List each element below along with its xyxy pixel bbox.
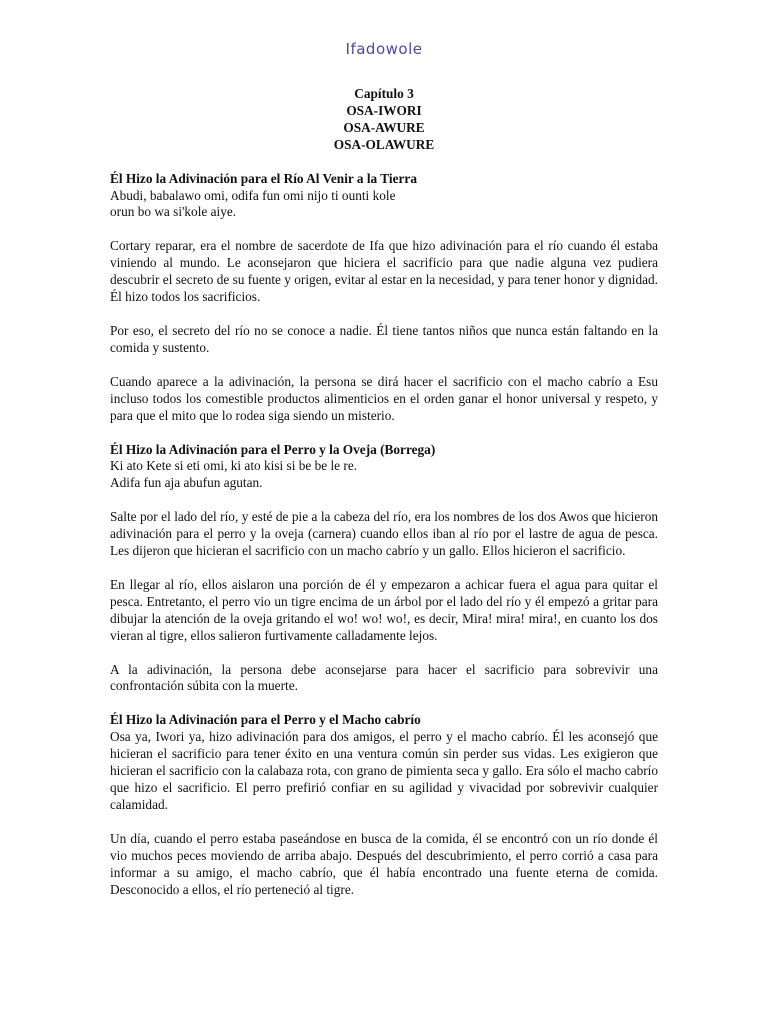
paragraph: Cuando aparece a la adivinación, la persona se dirá hacer el sacrificio con el macho cabrío a Esu incluso todos los comestible productos alimenticios en el orden ganar el honor universal y respeto, y para que el mito que lo rodea siga siendo un misterio. xyxy=(110,373,658,423)
document-body xyxy=(110,86,658,915)
site-name-header: Ifadowole xyxy=(345,40,423,58)
verse-line: Abudi, babalawo omi, odifa fun omi nijo ti ounti kole xyxy=(110,187,396,203)
section-heading: Él Hizo la Adivinación para el Río Al Venir a la Tierra xyxy=(110,170,417,186)
section-heading: Él Hizo la Adivinación para el Perro y el Macho cabrío xyxy=(110,712,421,728)
odu-name: OSA-OLAWURE xyxy=(333,136,435,152)
paragraph: Salte por el lado del río, y esté de pie a la cabeza del río, era los nombres de los dos Awos que hicieron adivinación para el perro y la oveja (carnera) cuando ellos iban al río por el lastre de agua de pesca. Les dijeron que hicieran el sacrificio con un macho cabrío y un gallo. Ellos hicieron el sacrificio. xyxy=(110,509,658,559)
section-heading: Él Hizo la Adivinación para el Perro y la Oveja (Borrega) xyxy=(110,441,436,457)
verse-line: Ki ato Kete si eti omi, ki ato kisi si be be le re. xyxy=(110,458,358,474)
paragraph: Un día, cuando el perro estaba paseándose en busca de la comida, él se encontró con un río donde él vio muchos peces moviendo de arriba abajo. Después del descubrimiento, el perro corrió a casa para informar a su amigo, el macho cabrío, que él había encontrado una fuente eterna de comida. Desconocido a ellos, el río perteneció al tigre. xyxy=(110,830,658,897)
paragraph: Cortary reparar, era el nombre de sacerdote de Ifa que hizo adivinación para el río cuando él estaba viniendo al mundo. Le aconsejaron que hiciera el sacrificio para que nadie alguna vez pudiera descubrir el secreto de su fuente y origen, evitar al estar en la necesidad, y para tener honor y dignidad. Él hizo todos los sacrificios. xyxy=(110,238,658,305)
chapter-title xyxy=(110,86,658,154)
paragraph: A la adivinación, la persona debe aconsejarse para hacer el sacrificio para sobrevivir una confrontación súbita con la muerte. xyxy=(110,661,658,694)
verse-line: orun bo wa si'kole aiye. xyxy=(110,204,237,220)
paragraph: En llegar al río, ellos aislaron una porción de él y empezaron a achicar fuera el agua para quitar el pesca. Entretanto, el perro vio un tigre encima de un árbol por el lado del río y él empezó a gritar para dibujar la atención de la oveja gritando el wo! wo! wo!, es decir, Mira! mira! mira!, en cuanto los dos vieran al tigre, ellos salieron furtivamente calladamente lejos. xyxy=(110,576,658,643)
odu-name: OSA-AWURE xyxy=(343,119,425,135)
section xyxy=(110,442,658,493)
paragraph: Osa ya, Iwori ya, hizo adivinación para dos amigos, el perro y el macho cabrío. Él les aconsejó que hicieran el sacrificio para tener éxito en una ventura común sin perder sus vidas. Les exigieron que hicieran el sacrificio con la calabaza rota, con grano de pimienta seca y gallo. Era sólo el macho cabrío que hizo el sacrificio. El perro prefirió confiar en su agilidad y vivacidad por sobrevivir cualquier calamidad. xyxy=(110,729,658,812)
paragraph: Por eso, el secreto del río no se conoce a nadie. Él tiene tantos niños que nunca están faltando en la comida y sustento. xyxy=(110,322,658,355)
verse-line: Adifa fun aja abufun agutan. xyxy=(110,475,263,491)
section xyxy=(110,171,658,222)
chapter-number: Capítulo 3 xyxy=(354,86,414,101)
odu-name: OSA-IWORI xyxy=(346,102,422,118)
